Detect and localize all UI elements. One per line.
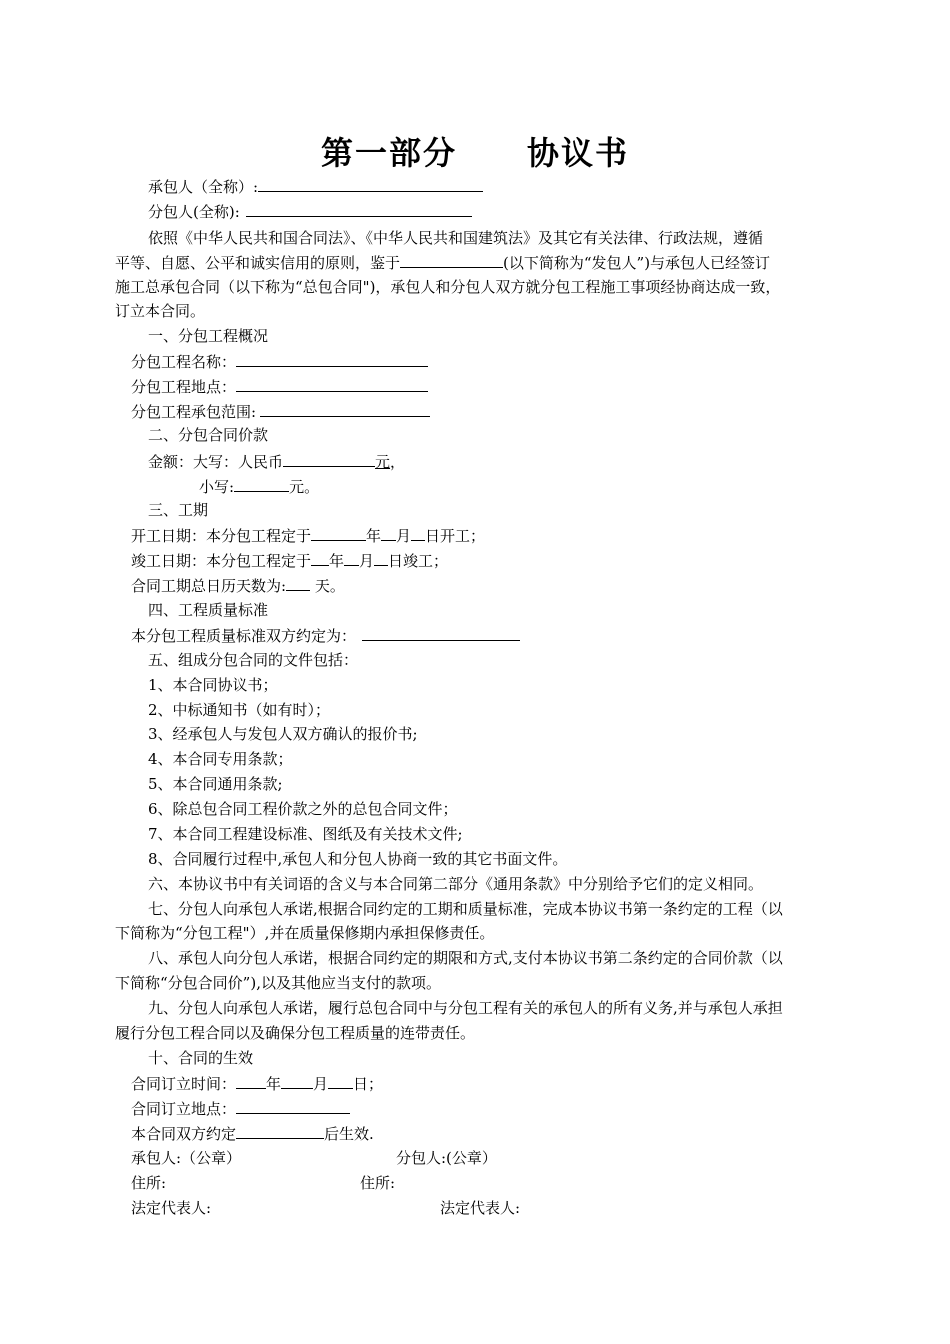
subcontractor-label: 分包人(全称): <box>148 203 240 221</box>
amount-words-line <box>148 451 405 472</box>
subcontractor-representative-label: 法定代表人: <box>440 1199 521 1217</box>
document-list-item: 6、除总包合同工程价款之外的总包合同文件； <box>148 800 458 818</box>
intro-line-2 <box>115 252 770 273</box>
employer-blank <box>400 252 503 268</box>
end-day-unit: 日竣工； <box>388 552 449 570</box>
project-location-blank <box>236 376 428 392</box>
contractor-label: 承包人（全称）: <box>148 178 259 196</box>
amount-figures-label: 小写: <box>199 478 235 496</box>
start-year-blank <box>311 525 366 541</box>
sign-month-blank <box>281 1073 313 1089</box>
quality-standard-line <box>131 625 520 646</box>
effect-blank <box>236 1123 324 1139</box>
total-days-label: 合同工期总日历天数为: <box>131 577 287 595</box>
subcontractor-address-label: 住所: <box>360 1174 396 1192</box>
title-name: 协议书 <box>527 134 630 172</box>
total-days-blank <box>286 575 310 591</box>
section-8-line-1: 八、承包人向分包人承诺，根据合同约定的期限和方式,支付本协议书第二条约定的合同价款（以 <box>148 949 783 967</box>
sign-place-blank <box>236 1098 350 1114</box>
contractor-seal-label: 承包人:（公章） <box>131 1149 242 1167</box>
total-days-line <box>131 575 345 596</box>
project-location-label: 分包工程地点： <box>131 378 237 396</box>
sign-time-label: 合同订立时间： <box>131 1075 237 1093</box>
document-list-item: 3、经承包人与发包人双方确认的报价书; <box>148 725 418 743</box>
document-list-item: 7、本合同工程建设标准、图纸及有关技术文件; <box>148 825 463 843</box>
start-date-label: 开工日期：本分包工程定于 <box>131 527 312 545</box>
sign-place-line <box>131 1098 350 1119</box>
sign-year-blank <box>236 1073 266 1089</box>
section-1-heading: 一、分包工程概况 <box>148 327 269 345</box>
start-day-unit: 日开工； <box>425 527 486 545</box>
sign-day-blank <box>328 1073 353 1089</box>
amount-figures-unit: 元。 <box>289 478 320 496</box>
intro-line-4: 订立本合同。 <box>115 302 206 320</box>
start-month-unit: 月 <box>396 527 412 545</box>
quality-standard-blank <box>362 625 520 641</box>
end-day-blank <box>374 550 388 566</box>
amount-words-unit: 元 <box>375 453 391 471</box>
end-month-blank <box>344 550 359 566</box>
intro-line-1: 依照《中华人民共和国合同法》、《中华人民共和国建筑法》及其它有关法律、行政法规，遵循 <box>148 229 764 247</box>
contractor-line <box>148 176 483 197</box>
intro-line-3: 施工总承包合同（以下称为“总包合同")，承包人和分包人双方就分包工程施工事项经协商达成一致， <box>115 278 781 296</box>
document-list-item: 2、中标通知书（如有时）； <box>148 701 331 719</box>
document-list-item: 1、本合同协议书； <box>148 676 278 694</box>
section-7-line-1: 七、分包人向承包人承诺,根据合同约定的工期和质量标准，完成本协议书第一条约定的工程（以 <box>148 900 783 918</box>
effect-label: 本合同双方约定 <box>131 1125 237 1143</box>
subcontractor-seal-label: 分包人:(公章） <box>396 1149 497 1167</box>
contractor-representative-label: 法定代表人: <box>131 1199 212 1217</box>
project-name-blank <box>236 351 428 367</box>
section-4-heading: 四、工程质量标准 <box>148 601 269 619</box>
document-list-item: 5、本合同通用条款; <box>148 775 283 793</box>
amount-words-label: 金额：大写：人民币 <box>148 453 284 471</box>
effect-suffix: 后生效. <box>324 1125 374 1143</box>
end-year-unit: 年 <box>329 552 345 570</box>
contractor-address-label: 住所: <box>131 1174 167 1192</box>
quality-standard-label: 本分包工程质量标准双方约定为： <box>131 627 357 645</box>
total-days-unit: 天。 <box>314 577 345 595</box>
section-7-line-2: 下简称为“分包工程"）,并在质量保修期内承担保修责任。 <box>115 924 495 942</box>
amount-words-comma: ， <box>390 453 406 471</box>
sign-day-unit: 日； <box>353 1075 384 1093</box>
end-year-blank <box>311 550 329 566</box>
section-3-heading: 三、工期 <box>148 501 209 519</box>
sign-month-unit: 月 <box>313 1075 329 1093</box>
section-9-line-2: 履行分包工程合同以及确保分包工程质量的连带责任。 <box>115 1024 476 1042</box>
start-date-line <box>131 525 485 546</box>
start-month-blank <box>381 525 396 541</box>
amount-figures-line <box>199 476 319 497</box>
sign-time-line <box>131 1073 383 1094</box>
sign-place-label: 合同订立地点： <box>131 1100 237 1118</box>
section-9-line-1: 九、分包人向承包人承诺，履行总包合同中与分包工程有关的承包人的所有义务,并与承包人承担 <box>148 999 783 1017</box>
document-list-item: 8、合同履行过程中,承包人和分包人协商一致的其它书面文件。 <box>148 850 568 868</box>
intro-text-b: (以下简称为“发包人”)与承包人已经签订 <box>503 254 771 272</box>
sign-year-unit: 年 <box>266 1075 282 1093</box>
amount-figures-blank <box>234 476 289 492</box>
title-part: 第一部分 <box>320 134 457 172</box>
project-scope-line <box>131 401 430 422</box>
section-2-heading: 二、分包合同价款 <box>148 426 269 444</box>
contractor-blank <box>258 176 483 192</box>
end-month-unit: 月 <box>359 552 375 570</box>
subcontractor-blank <box>246 201 472 217</box>
project-scope-label: 分包工程承包范围: <box>131 403 257 421</box>
start-year-unit: 年 <box>366 527 382 545</box>
section-6-text: 六、本协议书中有关词语的含义与本合同第二部分《通用条款》中分别给予它们的定义相同。 <box>148 875 764 893</box>
section-8-line-2: 下简称“分包合同价”),以及其他应当支付的款项。 <box>115 974 441 992</box>
section-5-heading: 五、组成分包合同的文件包括： <box>148 651 359 669</box>
amount-words-blank <box>283 451 375 467</box>
subcontractor-line <box>148 201 472 222</box>
document-list-item: 4、本合同专用条款； <box>148 750 293 768</box>
start-day-blank <box>411 525 425 541</box>
page-title <box>0 128 950 174</box>
project-name-line <box>131 351 428 372</box>
project-name-label: 分包工程名称： <box>131 353 237 371</box>
effect-line <box>131 1123 374 1144</box>
section-10-heading: 十、合同的生效 <box>148 1049 254 1067</box>
intro-text-a: 平等、自愿、公平和诚实信用的原则，鉴于 <box>115 254 401 272</box>
project-location-line <box>131 376 428 397</box>
end-date-label: 竣工日期：本分包工程定于 <box>131 552 312 570</box>
project-scope-blank <box>260 401 430 417</box>
end-date-line <box>131 550 448 571</box>
